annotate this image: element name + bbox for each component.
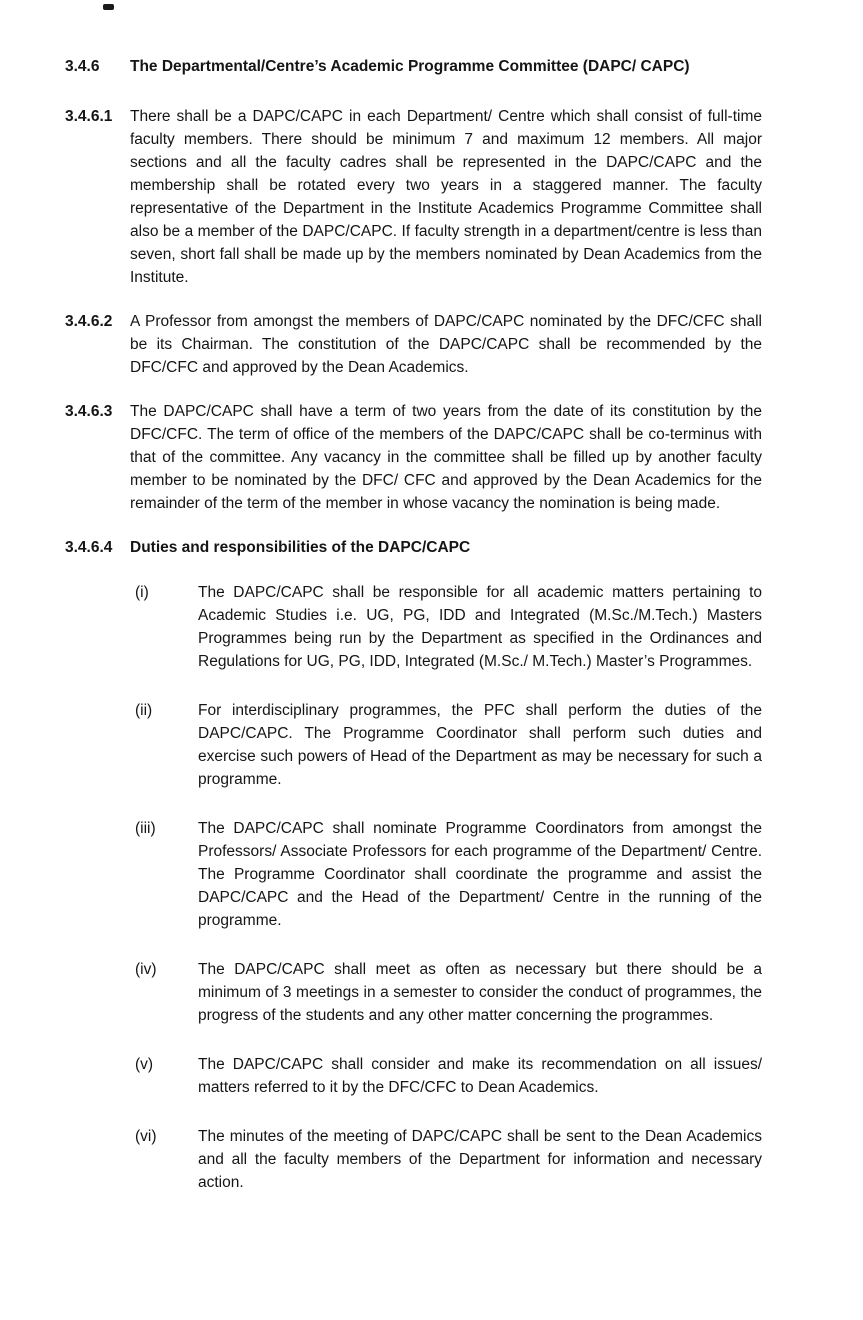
section-heading bbox=[65, 55, 762, 78]
list-item-ii bbox=[135, 699, 762, 791]
section-subheading bbox=[65, 536, 762, 559]
paragraph-text: There shall be a DAPC/CAPC in each Department/ Centre which shall consist of full-time faculty members. There should be minimum 7 and maximum 12 members. All major sections and all the faculty cadres shall be represented in the DAPC/CAPC and the membership shall be rotated every two years in a staggered manner. The faculty representative of the Department in the Institute Academics Programme Committee shall also be a member of the DAPC/CAPC. If faculty strength in a department/centre is less than seven, short fall shall be made up by the members nominated by Dean Academics from the Institute. bbox=[130, 108, 762, 286]
list-marker: (vi) bbox=[135, 1128, 157, 1145]
list-marker: (ii) bbox=[135, 702, 153, 719]
duties-list bbox=[135, 581, 762, 1194]
paragraph-number: 3.4.6.1 bbox=[65, 108, 113, 125]
list-item-text: The DAPC/CAPC shall be responsible for all academic matters pertaining to Academic Studies i.e. UG, PG, IDD and Integrated (M.Sc./M.Tech.) Masters Programmes being run by the Department as specified in the Ordinances and Regulations for UG, PG, IDD, Integrated (M.Sc./ M.Tech.) Master’s Programmes. bbox=[198, 584, 762, 670]
list-item-text: The DAPC/CAPC shall consider and make its recommendation on all issues/ matters referred to it by the DFC/CFC to Dean Academics. bbox=[198, 1056, 762, 1096]
list-marker: (i) bbox=[135, 584, 149, 601]
list-item-text: The DAPC/CAPC shall nominate Programme Coordinators from amongst the Professors/ Associate Professors for each programme of the Department/ Centre. The Programme Coordinator shall coordinate the programme and assist the DAPC/CAPC and the Head of the Department/ Centre in the running of the programme. bbox=[198, 820, 762, 929]
list-marker: (iv) bbox=[135, 961, 157, 978]
paragraph-3-4-6-3 bbox=[65, 400, 762, 515]
paragraph-3-4-6-1 bbox=[65, 105, 762, 289]
top-edge-artifact bbox=[103, 4, 114, 10]
list-item-vi bbox=[135, 1125, 762, 1194]
section-number: 3.4.6 bbox=[65, 58, 100, 75]
list-item-i bbox=[135, 581, 762, 673]
list-item-text: For interdisciplinary programmes, the PFC shall perform the duties of the DAPC/CAPC. The Programme Coordinator shall perform such duties and exercise such powers of Head of the Department as may be necessary for such a programme. bbox=[198, 702, 762, 788]
list-item-iii bbox=[135, 817, 762, 932]
list-item-v bbox=[135, 1053, 762, 1099]
list-item-text: The minutes of the meeting of DAPC/CAPC shall be sent to the Dean Academics and all the faculty members of the Department for information and necessary action. bbox=[198, 1128, 762, 1191]
section-title: The Departmental/Centre’s Academic Programme Committee (DAPC/ CAPC) bbox=[130, 58, 690, 75]
subheading-number: 3.4.6.4 bbox=[65, 539, 113, 556]
paragraph-number: 3.4.6.3 bbox=[65, 403, 113, 420]
list-marker: (iii) bbox=[135, 820, 156, 837]
list-item-text: The DAPC/CAPC shall meet as often as necessary but there should be a minimum of 3 meetings in a semester to consider the conduct of programmes, the progress of the students and any other matter concerning the programmes. bbox=[198, 961, 762, 1024]
list-marker: (v) bbox=[135, 1056, 154, 1073]
paragraph-text: The DAPC/CAPC shall have a term of two years from the date of its constitution by the DFC/CFC. The term of office of the members of the DAPC/CAPC shall be co-terminus with that of the committee. Any vacancy in the committee shall be filled up by another faculty member to be nominated by the DFC/ CFC and approved by the Dean Academics for the remainder of the term of the member in whose vacancy the nomination is being made. bbox=[130, 403, 762, 512]
paragraph-number: 3.4.6.2 bbox=[65, 313, 113, 330]
paragraph-text: A Professor from amongst the members of DAPC/CAPC nominated by the DFC/CFC shall be its Chairman. The constitution of the DAPC/CAPC shall be recommended by the DFC/CFC and approved by the Dean Academics. bbox=[130, 313, 762, 376]
paragraph-3-4-6-2 bbox=[65, 310, 762, 379]
list-item-iv bbox=[135, 958, 762, 1027]
subheading-title: Duties and responsibilities of the DAPC/CAPC bbox=[130, 539, 471, 556]
